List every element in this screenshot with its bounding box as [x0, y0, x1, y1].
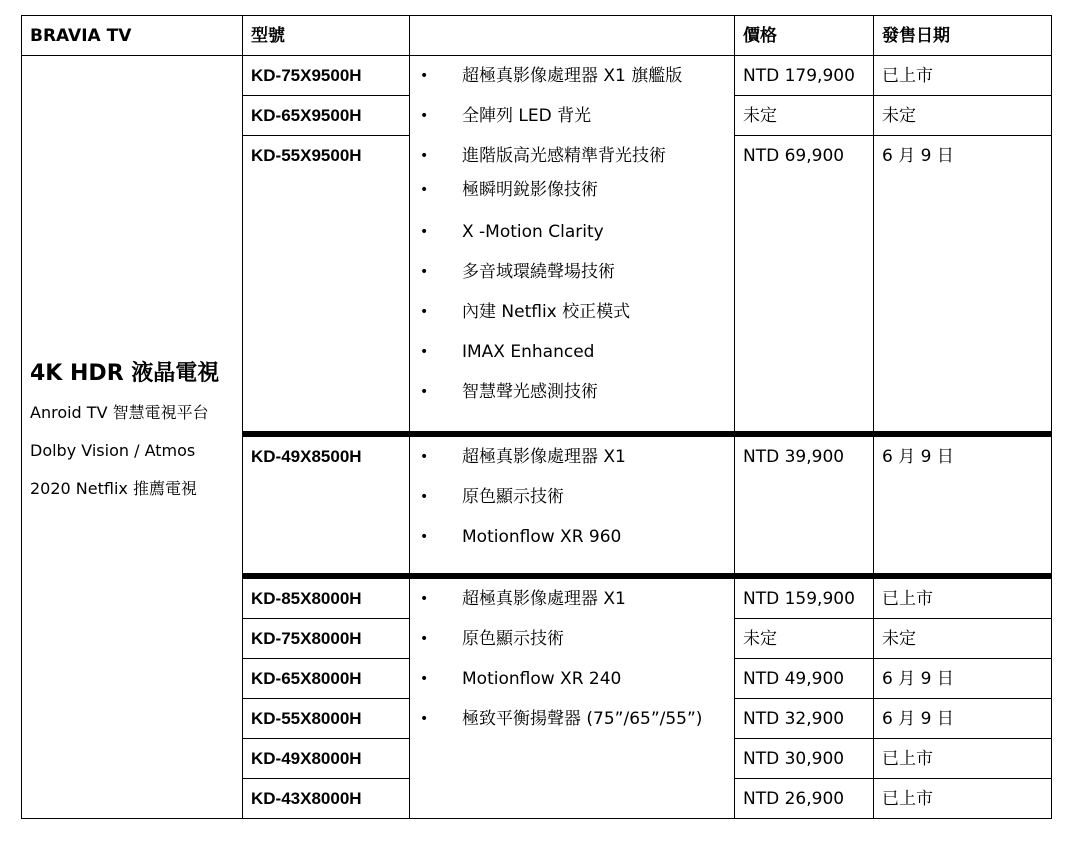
header-model: 型號 [243, 16, 410, 56]
bullet-icon: • [420, 384, 429, 400]
header-bravia-tv: BRAVIA TV [22, 16, 243, 56]
list-item: • 全陣列 LED 背光 [410, 96, 726, 136]
price-kd-49x8500h: NTD 39,900 [735, 434, 874, 576]
bullet-icon: • [420, 304, 429, 320]
date-kd-43x8000h: 已上市 [874, 779, 1052, 819]
price-kd-55x8000h: NTD 32,900 [735, 699, 874, 739]
list-item: • 極致平衡揚聲器 (75”/65”/55”) [410, 699, 726, 739]
list-item: • 超極真影像處理器 X1 [410, 579, 726, 619]
list-item: • 原色顯示技術 [410, 619, 726, 659]
date-kd-65x9500h: 未定 [874, 96, 1052, 136]
bullet-icon: • [420, 711, 429, 727]
price-kd-75x8000h: 未定 [735, 619, 874, 659]
model-kd-85x8000h: KD-85X8000H [243, 576, 410, 619]
bullet-icon: • [420, 529, 429, 545]
model-kd-49x8000h: KD-49X8000H [243, 739, 410, 779]
model-kd-55x9500h: KD-55X9500H [243, 136, 410, 435]
spec-table [21, 15, 1052, 819]
list-item: • 原色顯示技術 [410, 477, 726, 517]
bullet-icon: • [420, 182, 429, 198]
price-kd-55x9500h: NTD 69,900 [735, 136, 874, 435]
model-kd-75x9500h: KD-75X9500H [243, 56, 410, 96]
group1-features [410, 56, 735, 435]
header-release-date: 發售日期 [874, 16, 1052, 56]
list-item: • X -Motion Clarity [410, 212, 726, 252]
list-item: • 超極真影像處理器 X1 旗艦版 [410, 56, 726, 96]
bullet-icon: • [420, 449, 429, 465]
header-price: 價格 [735, 16, 874, 56]
model-kd-65x9500h: KD-65X9500H [243, 96, 410, 136]
date-kd-49x8000h: 已上市 [874, 739, 1052, 779]
date-kd-75x9500h: 已上市 [874, 56, 1052, 96]
table-row [22, 56, 1052, 96]
bullet-icon: • [420, 631, 429, 647]
bullet-icon: • [420, 671, 429, 687]
price-kd-85x8000h: NTD 159,900 [735, 576, 874, 619]
list-item: • 多音域環繞聲場技術 [410, 252, 726, 292]
list-item: • 超極真影像處理器 X1 [410, 437, 726, 477]
list-item: • 極瞬明銳影像技術 [410, 176, 726, 212]
list-item: • 內建 Netflix 校正模式 [410, 292, 726, 332]
price-kd-49x8000h: NTD 30,900 [735, 739, 874, 779]
bullet-icon: • [420, 591, 429, 607]
price-kd-43x8000h: NTD 26,900 [735, 779, 874, 819]
list-item: • 智慧聲光感測技術 [410, 372, 726, 412]
category-line-platform: Anroid TV 智慧電視平台 [30, 403, 209, 422]
model-kd-49x8500h: KD-49X8500H [243, 434, 410, 576]
header-features [410, 16, 735, 56]
model-kd-55x8000h: KD-55X8000H [243, 699, 410, 739]
group2-features [410, 434, 735, 576]
model-kd-65x8000h: KD-65X8000H [243, 659, 410, 699]
category-title: 4K HDR 液晶電視 [30, 361, 220, 386]
date-kd-65x8000h: 6 月 9 日 [874, 659, 1052, 699]
price-kd-75x9500h: NTD 179,900 [735, 56, 874, 96]
header-row [22, 16, 1052, 56]
bullet-icon: • [420, 148, 429, 164]
date-kd-49x8500h: 6 月 9 日 [874, 434, 1052, 576]
model-kd-75x8000h: KD-75X8000H [243, 619, 410, 659]
bullet-icon: • [420, 108, 429, 124]
date-kd-55x9500h: 6 月 9 日 [874, 136, 1052, 435]
category-cell [22, 56, 243, 819]
date-kd-75x8000h: 未定 [874, 619, 1052, 659]
category-line-dolby: Dolby Vision / Atmos [30, 441, 196, 460]
bullet-icon: • [420, 264, 429, 280]
date-kd-55x8000h: 6 月 9 日 [874, 699, 1052, 739]
model-kd-43x8000h: KD-43X8000H [243, 779, 410, 819]
list-item: • IMAX Enhanced [410, 332, 726, 372]
list-item: • Motionflow XR 960 [410, 517, 726, 557]
bullet-icon: • [420, 224, 429, 240]
category-line-netflix: 2020 Netflix 推薦電視 [30, 479, 197, 498]
price-kd-65x9500h: 未定 [735, 96, 874, 136]
list-item: • Motionflow XR 240 [410, 659, 726, 699]
group3-features [410, 576, 735, 819]
price-kd-65x8000h: NTD 49,900 [735, 659, 874, 699]
date-kd-85x8000h: 已上市 [874, 576, 1052, 619]
list-item: • 進階版高光感精準背光技術 [410, 136, 726, 176]
bullet-icon: • [420, 489, 429, 505]
bullet-icon: • [420, 344, 429, 360]
bullet-icon: • [420, 68, 429, 84]
